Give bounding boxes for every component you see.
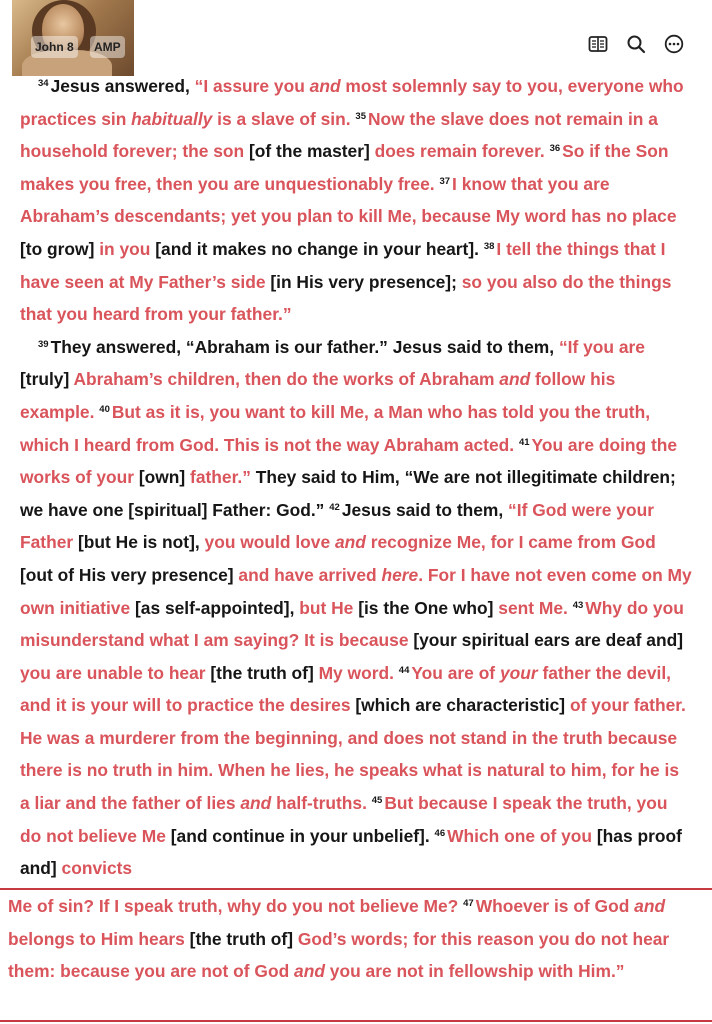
- paragraph-2: $^{39}$ They answered, “Abraham is our father.” Jesus said to them, “If you are [truly] Abraham’s children, then do the works of Abraham and follow his example. $^{40}$ But as it is, you want to kill Me, a Man who has told you the truth, which I heard from God. This is not the way Abraham acted. $^{41}$ You are doing the works of your [own] father.” They said to Him, “We are not illegitimate children; we have one [spiritual] Father: God.” $^{42}$ Jesus said to them, “If God were your Father [but He is not], you would love and recognize Me, for I came from God [out of His very presence] and have arrived here. For I have not even come on My own initiative [as self-appointed], but He [is the One who] sent Me. $^{43}$ Why do you misunderstand what I am saying? It is because [your spiritual ears are deaf and] you are unable to hear [the truth of] My word. $^{44}$ You are of your father the devil, and it is your will to practice the desires [which are characteristic] of your father. He was a murderer from the beginning, and does not stand in the truth because there is no truth in him. When he lies, he speaks what is natural to him, for he is a liar and the father of lies and half-truths. $^{45}$ But because I speak the truth, you do not believe Me [and continue in your unbelief]. $^{46}$ Which one of you [has proof and] convicts: [20, 336, 692, 879]
- verse-number[interactable]: 45: [371, 795, 383, 807]
- verse-number[interactable]: 39: [38, 338, 49, 350]
- more-icon[interactable]: [664, 34, 684, 54]
- highlighted-paragraph: Me of sin? If I speak truth, why do you not believe Me? $^{47}$ Whoever is of God and belongs to Him hears [the truth of] God’s words; for this reason you do not hear them: because you are not of God and you are not in fellowship with Him.”: [8, 896, 670, 982]
- verse-number[interactable]: 44: [398, 664, 410, 676]
- search-icon[interactable]: [626, 34, 646, 54]
- highlighted-verses[interactable]: [8, 890, 708, 988]
- verse-number[interactable]: 37: [439, 175, 451, 187]
- version-selector[interactable]: AMP: [90, 36, 125, 58]
- chapter-text: [20, 70, 692, 885]
- verse-number[interactable]: 38: [483, 240, 495, 252]
- header-actions: [588, 34, 684, 54]
- book-chapter-selector[interactable]: John 8: [31, 36, 78, 58]
- verse-number[interactable]: 35: [355, 110, 366, 122]
- verse-number[interactable]: 43: [572, 599, 584, 611]
- book-layout-icon[interactable]: [588, 34, 608, 54]
- verse-number[interactable]: 46: [434, 827, 446, 839]
- paragraph-1: $^{34}$ Jesus answered, “I assure you and most solemnly say to you, everyone who practices sin habitually is a slave of sin. $^{35}$ Now the slave does not remain in a household forever; the son [of the master] does remain forever. $^{36}$ So if the Son makes you free, then you are unquestionably free. $^{37}$ I know that you are Abraham’s descendants; yet you plan to kill Me, because My word has no place [to grow] in you [and it makes no change in your heart]. $^{38}$ I tell the things that I have seen at My Father’s side [in His very presence]; so you also do the things that you heard from your father.”: [20, 76, 684, 325]
- top-bar: [0, 0, 712, 78]
- verse-number[interactable]: 40: [99, 403, 110, 415]
- verse-number[interactable]: 41: [518, 436, 530, 448]
- verse-number[interactable]: 47: [463, 898, 474, 909]
- verse-number[interactable]: 34: [38, 78, 49, 89]
- verse-number[interactable]: 42: [329, 501, 340, 513]
- verse-number[interactable]: 36: [549, 143, 561, 155]
